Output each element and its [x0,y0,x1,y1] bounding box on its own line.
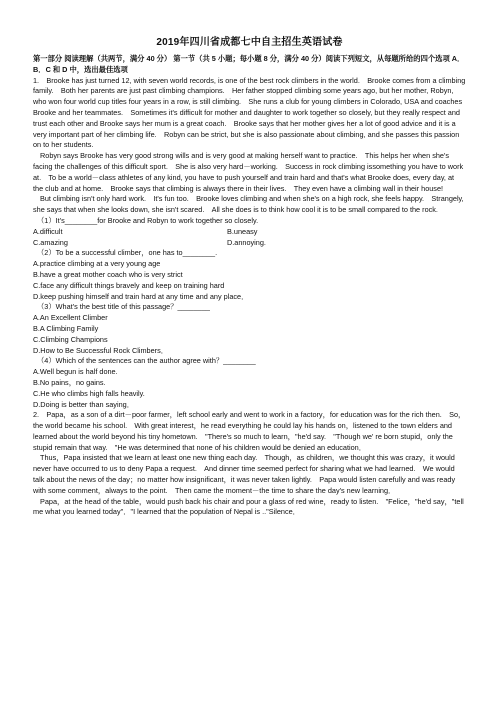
question-2 [33,248,466,302]
option-row [33,238,466,249]
option-d: D.Doing is better than saying． [33,399,134,409]
option-d: D.How to Be Successful Rock Climbers． [33,345,169,355]
page-title: 2019年四川省成都七中自主招生英语试卷 [156,37,343,48]
passage-paragraph: Papa，at the head of the table，would push back his chair and pour a glass of red wine，ready to listen. "Felice，"he'd say，"tell me what you learned today"．"I learned that the population of Nepal is .."Silence． [33,496,464,517]
option-c: C.face any difficult things bravely and keep on training hard [33,280,225,290]
option-d: D.annoying. [227,237,266,247]
option-b: B.uneasy [227,226,258,236]
question-3 [33,302,466,356]
option-b: B.A Climbing Family [33,323,99,333]
option-b: B.have a great mother coach who is very strict [33,269,183,279]
section-header: 第一部分 阅读理解（共两节，满分 40 分） 第一节（共 5 小题；每小题 8 分，满分 40 分）阅读下列短文，从每题所给的四个选项 A．B．C 和 D 中，选出最佳选项 [33,54,465,74]
option-a: A.practice climbing at a very young age [33,259,161,269]
question-stem: （4）Which of the sentences can the author agree with？________ [37,356,256,366]
passage-1 [33,76,466,411]
option-a: A.Well begun is half done. [33,367,118,377]
option-b: B.No pains，no gains. [33,377,106,387]
passage-paragraph: But climbing isn't only hard work. It's fun too. Brooke loves climbing and when she's on a high rock, she feels happy. Strangely, she says that when she looks down, she isn't scared. All she does is to think how cool it is to be small compared to the rock. [33,194,464,215]
question-1 [33,216,466,248]
option-c: C.He who climbs high falls heavily. [33,388,145,398]
option-a: A.difficult [33,226,63,236]
option-c: C.Climbing Champions [33,334,108,344]
passage-2 [33,410,466,518]
question-stem: （1）It's________for Brooke and Robyn to work together so closely. [37,215,259,225]
passage-paragraph: Robyn says Brooke has very good strong wills and is very good at making herself want to practice. This helps her when she's facing the challenges of this difficult sport. She is also very hard－working. Success in rock climbing issomething you have to work at. To be a world－class athletes of any kind, you have to push yourself and train hard and that's what Brooke does, every day, at the club and at home. Brooke says that climbing is always there in their lives. They even have a climbing wall in their house! [33,151,464,193]
question-stem: （3）What's the best title of this passage？________ [37,302,210,312]
option-row [33,227,466,238]
passage-paragraph: Thus，Papa insisted that we learn at least one new thing each day. Though，as children，we thought this was crazy，it would never have occurred to us to deny Papa a request. And dinner time seemed perfect for sharing what we had learned. We would talk about the news of the day；no matter how insignificant，it was never taken lightly. Papa would listen carefully and was ready with some comment，always to the point. Then came the moment－the time to share the day's new learning． [33,453,456,495]
option-d: D.keep pushing himself and train hard at any time and any place． [33,291,249,301]
passage-paragraph: 1. Brooke has just turned 12, with seven world records, is one of the best rock climbers in the world. Brooke comes from a climbing family. Both her parents are just past climbing champions. Her father stopped climbing some years ago, but her mother, Robyn, who won four world cup titles four years in a row, is still climbing. She runs a club for young climbers in Colorado, USA and coaches Brooke and her teammates. Sometimes it's difficult for mother and daughter to work together so closely, but they really respect and trust each other and Brooke says her mum is a great coach. Brooke says that her mother gives her a lot of good advice and it is a very important part of her climbing life. Robyn can be strict, but she is also passionate about climbing, and she passes this passion on to her students. [33,75,466,150]
question-stem: （2）To be a successful climber，one has to________. [37,248,218,258]
option-a: A.An Excellent Climber [33,313,108,323]
option-c: C.amazing [33,237,68,247]
question-4 [33,356,466,410]
passage-paragraph: 2. Papa，as a son of a dirt－poor farmer，left school early and went to work in a factory，for education was for the rich then. So，the world became his school. With great interest，he read everything he could lay his hands on，listened to the town elders and learned about the world beyond his tiny hometown. "There's so much to learn，"he'd say. "Though we' re born stupid，only the stupid remain that way. "He was determined that none of his children would be denied an education． [33,410,466,452]
